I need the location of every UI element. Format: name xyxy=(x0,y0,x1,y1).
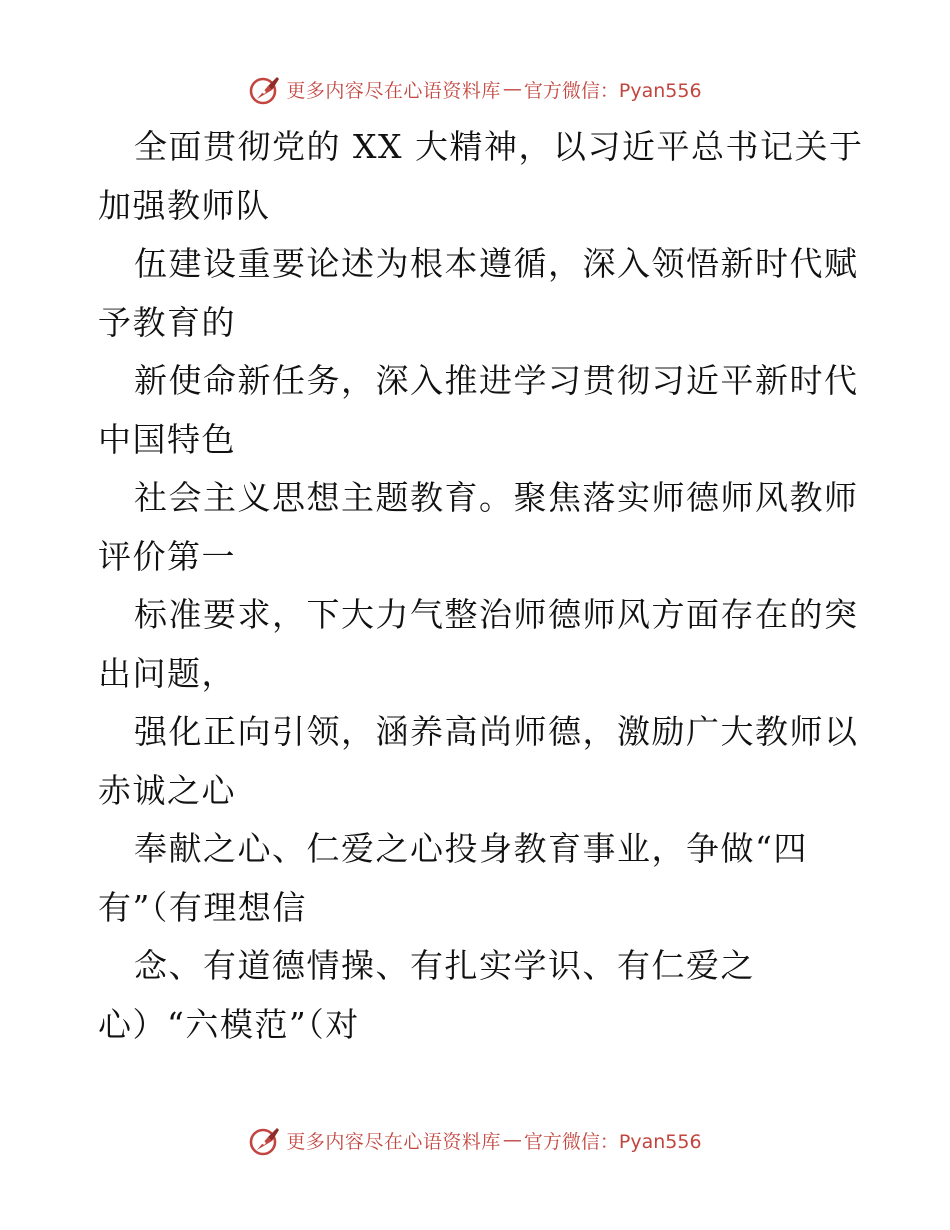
body-line: 全面贯彻党的 XX 大精神，以习近平总书记关于 xyxy=(134,127,864,166)
body-line: 新使命新任务，深入推进学习贯彻习近平新时代 xyxy=(134,361,859,400)
body-line: 强化正向引领，涵养高尚师德，激励广大教师以 xyxy=(134,712,859,751)
body-line: 予教育的 xyxy=(98,302,236,342)
header-site-text: 更多内容尽在心语资料库 xyxy=(286,79,501,102)
body-line: 中国特色 xyxy=(98,419,236,459)
footer-contact-text: 官方微信：Pyan556 xyxy=(523,1130,702,1153)
document-body xyxy=(98,118,864,1054)
header-banner xyxy=(0,71,950,107)
footer-banner xyxy=(0,1122,950,1158)
body-line: 奉献之心、仁爱之心投身教育事业，争做“四 xyxy=(134,829,808,868)
body-line: 标准要求，下大力气整治师德师风方面存在的突 xyxy=(134,595,859,634)
body-line: 加强教师队 xyxy=(98,185,271,225)
body-line: 有”（有理想信 xyxy=(98,887,307,927)
footer-separator: — xyxy=(502,1129,522,1151)
body-line: 心）“六模范”（对 xyxy=(98,1004,360,1044)
body-line: 伍建设重要论述为根本遵循，深入领悟新时代赋 xyxy=(134,244,859,283)
body-line: 评价第一 xyxy=(98,536,236,576)
header-contact-text: 官方微信：Pyan556 xyxy=(523,79,702,102)
body-line: 赤诚之心 xyxy=(98,770,236,810)
header-separator: — xyxy=(502,78,522,100)
body-line: 社会主义思想主题教育。聚焦落实师德师风教师 xyxy=(134,478,859,517)
footer-site-text: 更多内容尽在心语资料库 xyxy=(286,1130,501,1153)
body-line: 念、有道德情操、有扎实学识、有仁爱之 xyxy=(134,946,755,985)
pen-nib-logo-icon xyxy=(248,1123,282,1157)
body-line: 出问题， xyxy=(98,653,236,693)
pen-nib-logo-icon xyxy=(248,72,282,106)
